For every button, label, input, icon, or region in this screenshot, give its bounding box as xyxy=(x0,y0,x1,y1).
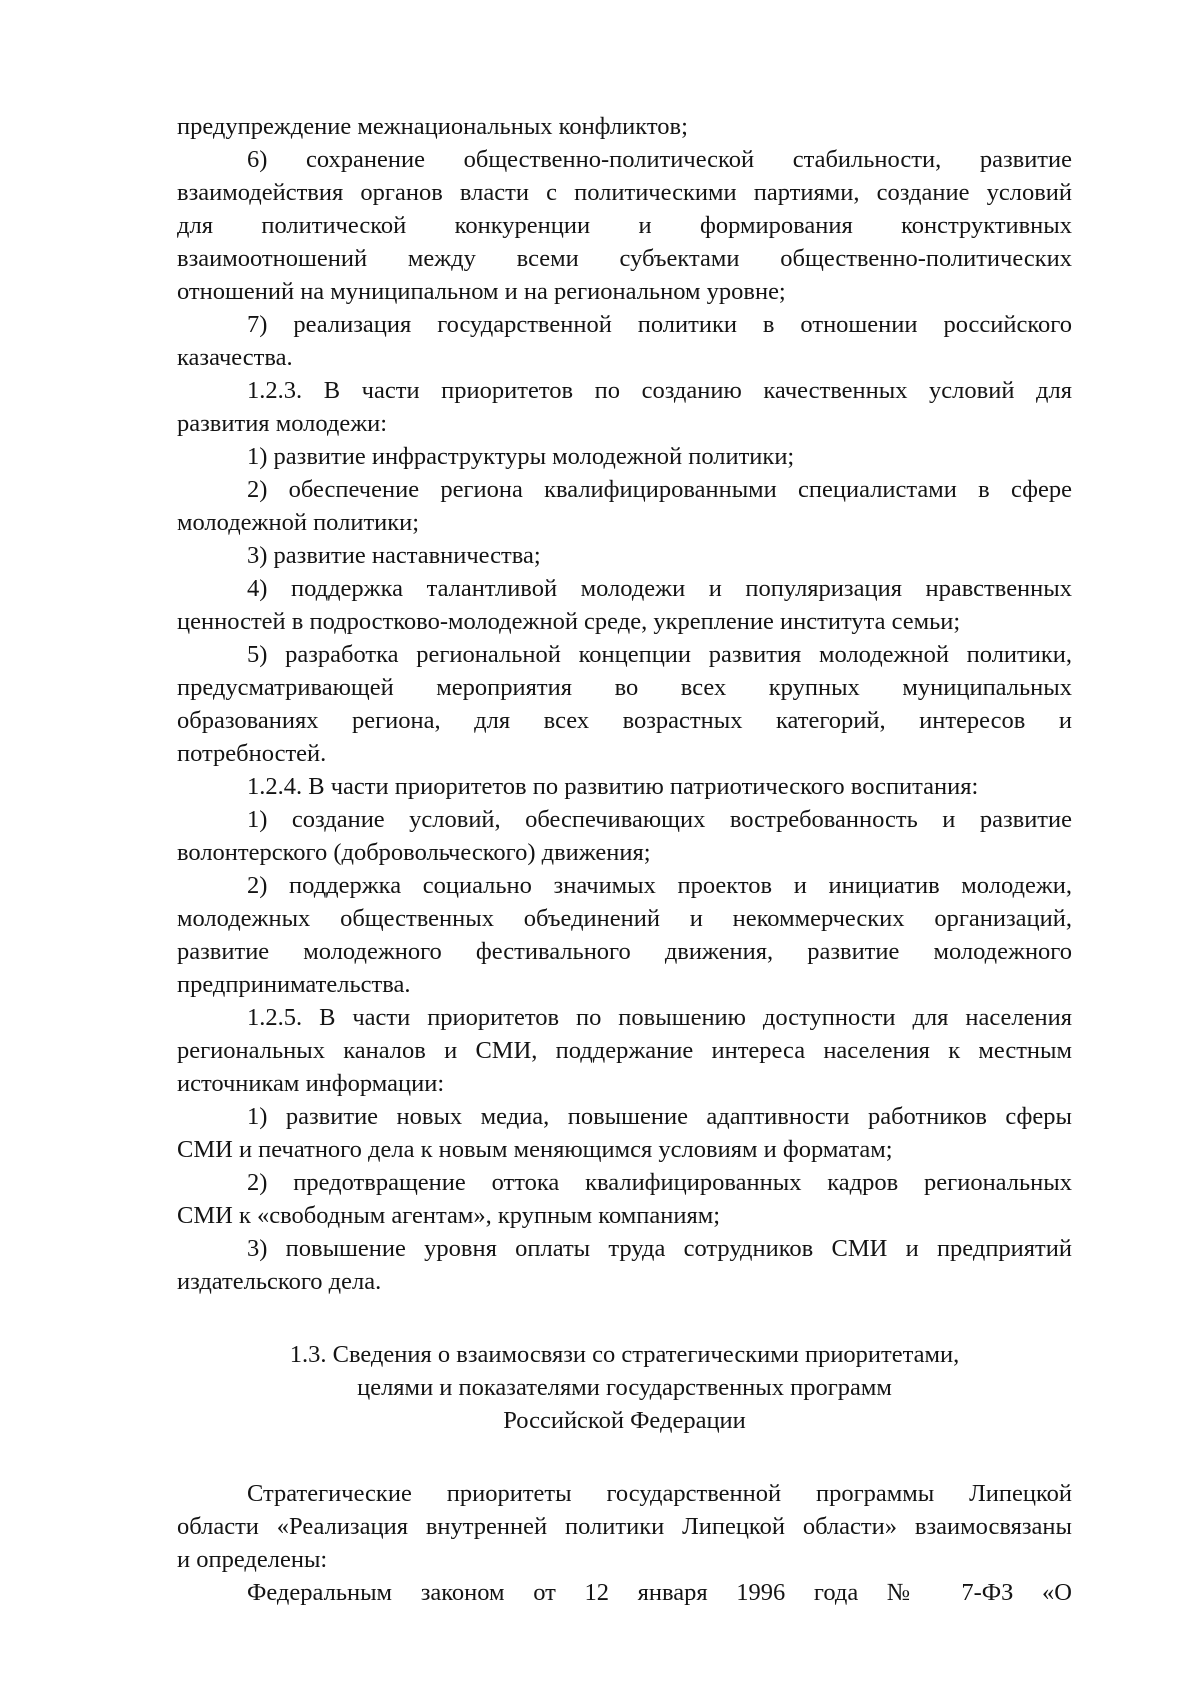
text-line: 1.2.5. В части приоритетов по повышению доступности для населения xyxy=(247,1004,1072,1031)
paragraph xyxy=(177,110,1072,143)
text-line: СМИ и печатного дела к новым меняющимся условиям и форматам; xyxy=(177,1136,893,1163)
text-line: 6) сохранение общественно-политической стабильности, развитие xyxy=(247,146,1072,173)
paragraph xyxy=(177,1576,1072,1609)
paragraph xyxy=(177,1001,1072,1100)
text-line: 3) развитие наставничества; xyxy=(247,542,541,569)
text-line: взаимоотношений между всеми субъектами общественно-политических xyxy=(177,245,1072,272)
text-line: 2) поддержка социально значимых проектов и инициатив молодежи, xyxy=(247,872,1072,899)
text-line: 1) развитие инфраструктуры молодежной политики; xyxy=(247,443,795,470)
paragraph xyxy=(177,1100,1072,1166)
section-heading xyxy=(177,1338,1072,1437)
heading-line: 1.3. Сведения о взаимосвязи со стратегическими приоритетами, xyxy=(289,1341,960,1368)
text-line: 1) создание условий, обеспечивающих востребованность и развитие xyxy=(247,806,1072,833)
text-line: казачества. xyxy=(177,344,293,371)
text-line: ценностей в подростково-молодежной среде, укрепление института семьи; xyxy=(177,608,961,635)
paragraph xyxy=(177,143,1072,308)
text-line: для политической конкуренции и формирования конструктивных xyxy=(177,212,1072,239)
heading-line: целями и показателями государственных программ xyxy=(357,1374,892,1401)
paragraph xyxy=(177,638,1072,770)
paragraph xyxy=(177,869,1072,1001)
paragraph xyxy=(177,803,1072,869)
text-line: 7) реализация государственной политики в отношении российского xyxy=(247,311,1072,338)
text-line: молодежных общественных объединений и некоммерческих организаций, xyxy=(177,905,1072,932)
text-line: 1) развитие новых медиа, повышение адаптивности работников сферы xyxy=(247,1103,1072,1130)
paragraph xyxy=(177,374,1072,440)
text-line: образованиях региона, для всех возрастных категорий, интересов и xyxy=(177,707,1072,734)
paragraph xyxy=(177,770,1072,803)
paragraph xyxy=(177,1477,1072,1576)
text-line: 2) предотвращение оттока квалифицированных кадров региональных xyxy=(247,1169,1072,1196)
text-line: 1.2.4. В части приоритетов по развитию патриотического воспитания: xyxy=(247,773,979,800)
text-line: развития молодежи: xyxy=(177,410,388,437)
text-line: и определены: xyxy=(177,1546,328,1573)
text-line: потребностей. xyxy=(177,740,327,767)
text-line: региональных каналов и СМИ, поддержание интереса населения к местным xyxy=(177,1037,1072,1064)
paragraph xyxy=(177,1166,1072,1232)
text-line: 2) обеспечение региона квалифицированными специалистами в сфере xyxy=(247,476,1072,503)
text-line: 4) поддержка талантливой молодежи и популяризация нравственных xyxy=(247,575,1072,602)
text-line: источникам информации: xyxy=(177,1070,445,1097)
text-line: взаимодействия органов власти с политическими партиями, создание условий xyxy=(177,179,1072,206)
text-line: предусматривающей мероприятия во всех крупных муниципальных xyxy=(177,674,1072,701)
text-line: волонтерского (добровольческого) движения; xyxy=(177,839,651,866)
paragraph xyxy=(177,308,1072,374)
paragraph xyxy=(177,1232,1072,1298)
text-line: Стратегические приоритеты государственной программы Липецкой xyxy=(247,1480,1072,1507)
text-line: области «Реализация внутренней политики Липецкой области» взаимосвязаны xyxy=(177,1513,1072,1540)
paragraph xyxy=(177,539,1072,572)
text-line: отношений на муниципальном и на региональном уровне; xyxy=(177,278,786,305)
paragraph xyxy=(177,440,1072,473)
text-line: издательского дела. xyxy=(177,1268,382,1295)
text-line: 5) разработка региональной концепции развития молодежной политики, xyxy=(247,641,1072,668)
text-line: предупреждение межнациональных конфликтов; xyxy=(177,113,688,140)
text-line: Федеральным законом от 12 января 1996 года № 7-ФЗ «О xyxy=(247,1579,1072,1606)
heading-line: Российской Федерации xyxy=(503,1407,746,1434)
text-line: предпринимательства. xyxy=(177,971,411,998)
text-line: 1.2.3. В части приоритетов по созданию качественных условий для xyxy=(247,377,1072,404)
paragraph xyxy=(177,572,1072,638)
text-line: 3) повышение уровня оплаты труда сотрудников СМИ и предприятий xyxy=(247,1235,1072,1262)
text-line: развитие молодежного фестивального движения, развитие молодежного xyxy=(177,938,1072,965)
paragraph xyxy=(177,473,1072,539)
text-line: молодежной политики; xyxy=(177,509,420,536)
text-line: СМИ к «свободным агентам», крупным компаниям; xyxy=(177,1202,721,1229)
